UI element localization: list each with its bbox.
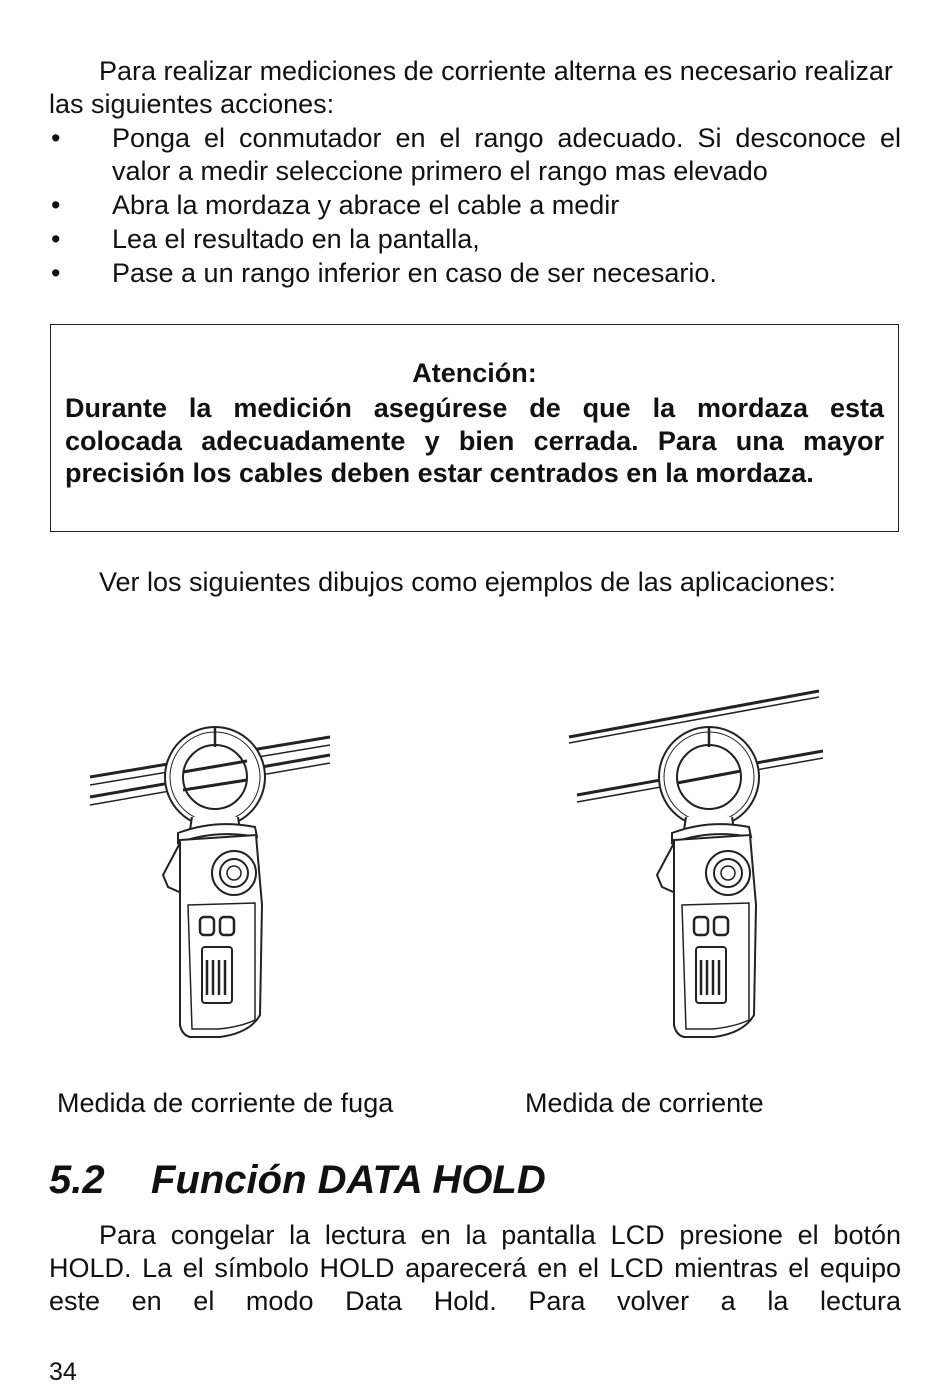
- data-hold-paragraph: Para congelar la lectura en la pantalla LCD presione el botón HOLD. La el símbolo HOLD aparecerá en el LCD mientras el equipo este en el modo Data Hold. Para volver a la lectura: [49, 1220, 901, 1316]
- list-item: [49, 223, 901, 256]
- bullet-icon: •: [51, 258, 61, 288]
- intro-paragraph: Para realizar mediciones de corriente alterna es necesario realizar las siguientes acciones:: [49, 56, 893, 119]
- examples-intro: Ver los siguientes dibujos como ejemplos de las aplicaciones:: [99, 567, 836, 597]
- list-item: [49, 189, 901, 222]
- bullet-icon: •: [51, 224, 61, 254]
- warning-title: Atención:: [412, 358, 537, 388]
- list-item-text: Abra la mordaza y abrace el cable a medir: [112, 190, 620, 220]
- current-caption: Medida de corriente: [525, 1088, 764, 1118]
- warning-box: [50, 324, 899, 532]
- list-item: [49, 257, 901, 290]
- bullet-icon: •: [51, 190, 61, 220]
- section-number: 5.2: [49, 1158, 105, 1202]
- list-item-text: Pase a un rango inferior en caso de ser necesario.: [112, 258, 717, 288]
- list-item-text: Lea el resultado en la pantalla,: [112, 224, 480, 254]
- section-heading: [49, 1158, 546, 1203]
- steps-list: [49, 122, 901, 291]
- leakage-caption: Medida de corriente de fuga: [57, 1088, 394, 1118]
- list-item: [49, 122, 901, 188]
- current-clamp-illustration: [565, 685, 835, 1045]
- page-number: 34: [49, 1358, 77, 1386]
- section-title: Función DATA HOLD: [151, 1158, 546, 1202]
- bullet-icon: •: [51, 123, 61, 153]
- leakage-clamp-illustration: [80, 715, 350, 1045]
- warning-body: Durante la medición asegúrese de que la mordaza esta colocada adecuadamente y bien cerrada. Para una mayor precisión los cables deben estar centrados en la mordaza.: [65, 393, 884, 488]
- list-item-text: Ponga el conmutador en el rango adecuado. Si desconoce el valor a medir seleccione primero el rango mas elevado: [112, 123, 901, 186]
